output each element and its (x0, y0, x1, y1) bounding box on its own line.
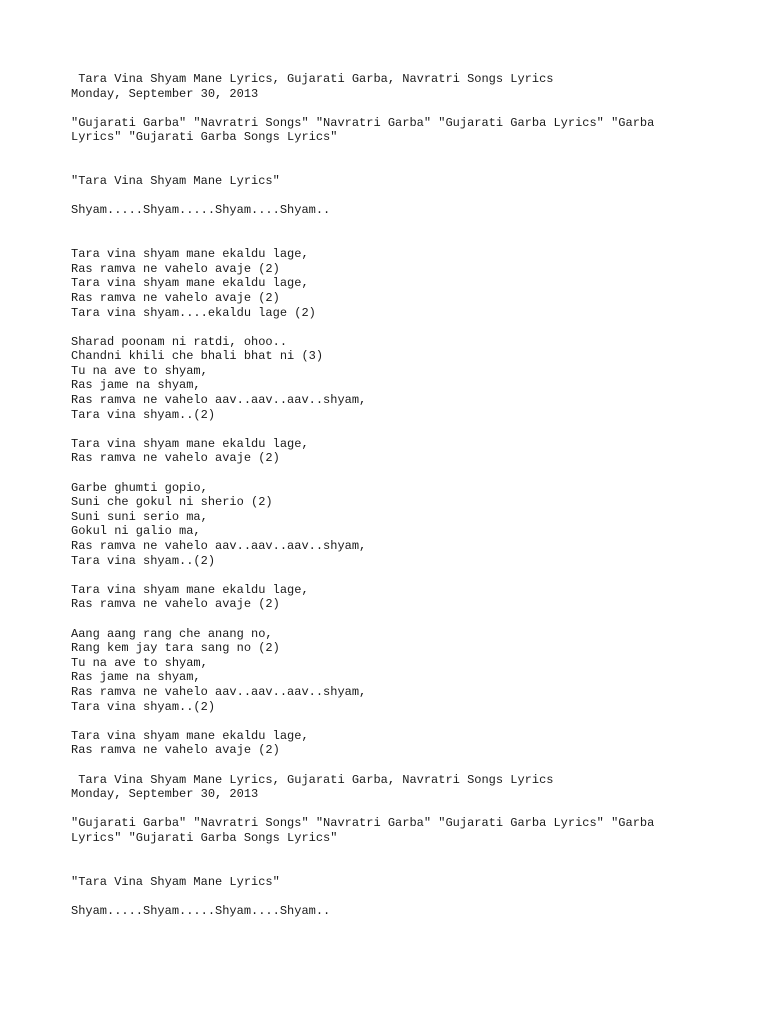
text-line: Garbe ghumti gopio, (71, 480, 208, 495)
text-line: Tu na ave to shyam, (71, 655, 208, 670)
text-line: Gokul ni galio ma, (71, 524, 201, 539)
text-line: Lyrics" "Gujarati Garba Songs Lyrics" (71, 830, 338, 845)
blank-line (71, 233, 711, 248)
document-page (71, 72, 711, 918)
text-line: Monday, September 30, 2013 (71, 86, 259, 101)
text-line: Tara Vina Shyam Mane Lyrics, Gujarati Garba, Navratri Songs Lyrics (71, 72, 554, 86)
text-line: "Tara Vina Shyam Mane Lyrics" (71, 174, 280, 189)
text-line: Ras ramva ne vahelo avaje (2) (71, 743, 280, 758)
text-line: "Gujarati Garba" "Navratri Songs" "Navratri Garba" "Gujarati Garba Lyrics" "Garba (71, 115, 655, 130)
text-line: Tara vina shyam....ekaldu lage (2) (71, 305, 316, 320)
blank-line (71, 189, 711, 204)
text-line: Suni suni serio ma, (71, 509, 208, 524)
text-line: "Gujarati Garba" "Navratri Songs" "Navratri Garba" "Gujarati Garba Lyrics" "Garba (71, 816, 655, 831)
blank-line (71, 860, 711, 875)
text-line: Tu na ave to shyam, (71, 363, 208, 378)
text-line: Chandni khili che bhali bhat ni (3) (71, 349, 324, 364)
blank-line (71, 145, 711, 160)
text-line: Tara vina shyam mane ekaldu lage, (71, 247, 309, 262)
text-line: Tara vina shyam..(2) (71, 699, 216, 714)
text-line: Ras ramva ne vahelo avaje (2) (71, 451, 280, 466)
text-line: Rang kem jay tara sang no (2) (71, 641, 280, 656)
text-line: Tara vina shyam mane ekaldu lage, (71, 582, 309, 597)
text-line: Lyrics" "Gujarati Garba Songs Lyrics" (71, 130, 338, 145)
text-line: Tara Vina Shyam Mane Lyrics, Gujarati Garba, Navratri Songs Lyrics (71, 772, 554, 787)
blank-line (71, 320, 711, 335)
blank-line (71, 466, 711, 481)
text-line: Ras jame na shyam, (71, 378, 201, 393)
text-line: Tara vina shyam mane ekaldu lage, (71, 728, 309, 743)
text-line: Ras ramva ne vahelo avaje (2) (71, 261, 280, 276)
text-line: Suni che gokul ni sherio (2) (71, 495, 273, 510)
text-line: Aang aang rang che anang no, (71, 626, 273, 641)
text-line: Tara vina shyam mane ekaldu lage, (71, 276, 309, 291)
text-line: Sharad poonam ni ratdi, ohoo.. (71, 334, 288, 349)
text-line: Ras jame na shyam, (71, 670, 201, 685)
text-line: Ras ramva ne vahelo aav..aav..aav..shyam, (71, 684, 367, 699)
text-line: Tara vina shyam..(2) (71, 553, 216, 568)
blank-line (71, 714, 711, 729)
text-line: "Tara Vina Shyam Mane Lyrics" (71, 874, 280, 889)
text-line: Tara vina shyam mane ekaldu lage, (71, 436, 309, 451)
text-line: Ras ramva ne vahelo avaje (2) (71, 290, 280, 305)
blank-line (71, 802, 711, 817)
blank-line (71, 422, 711, 437)
text-line: Shyam.....Shyam.....Shyam....Shyam.. (71, 903, 331, 918)
text-line: Ras ramva ne vahelo aav..aav..aav..shyam, (71, 393, 367, 408)
blank-line (71, 218, 711, 233)
blank-line (71, 568, 711, 583)
blank-line (71, 889, 711, 904)
text-line: Monday, September 30, 2013 (71, 787, 259, 802)
text-line: Tara vina shyam..(2) (71, 407, 216, 422)
text-line: Ras ramva ne vahelo avaje (2) (71, 597, 280, 612)
blank-line (71, 612, 711, 627)
blank-line (71, 101, 711, 116)
blank-line (71, 758, 711, 773)
blank-line (71, 160, 711, 175)
blank-line (71, 845, 711, 860)
text-line: Shyam.....Shyam.....Shyam....Shyam.. (71, 203, 331, 218)
text-line: Ras ramva ne vahelo aav..aav..aav..shyam, (71, 539, 367, 553)
